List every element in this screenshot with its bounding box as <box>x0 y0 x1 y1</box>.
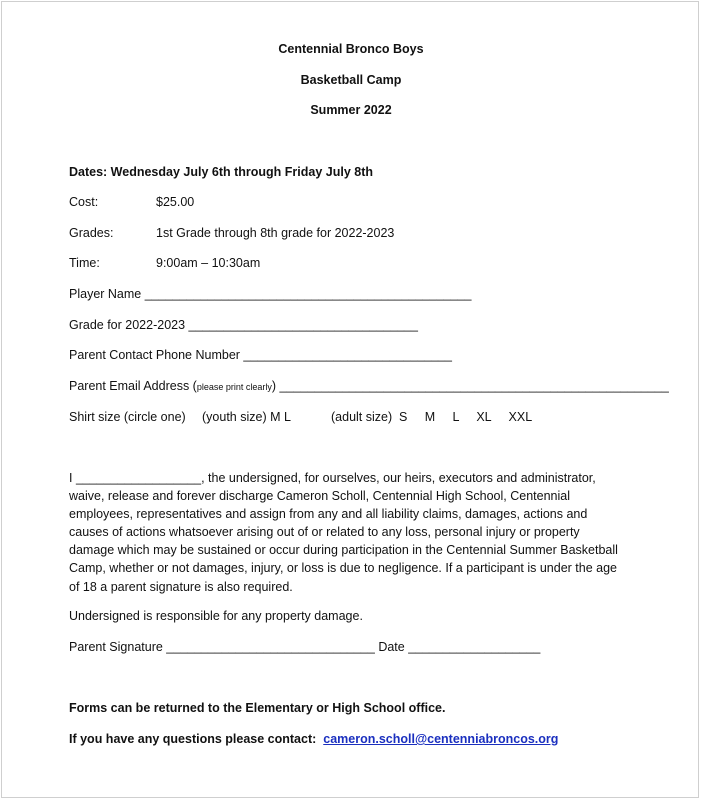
parent-phone-field[interactable]: Parent Contact Phone Number ______________________________ <box>69 348 452 362</box>
contact-email-link[interactable]: cameron.scholl@centenniabroncos.org <box>323 732 559 746</box>
email-note: please print clearly <box>196 382 272 392</box>
shirt-adult-label: (adult size) <box>331 410 393 424</box>
time-label: Time: <box>69 256 100 270</box>
email-label: Parent Email Address ( <box>69 379 197 393</box>
dates-line: Dates: Wednesday July 6th through Friday July 8th <box>69 165 373 179</box>
shirt-youth-sizes[interactable]: (youth size) M L <box>202 410 291 424</box>
grade-field[interactable]: Grade for 2022-2023 _________________________________ <box>69 318 418 332</box>
page-border <box>1 1 699 798</box>
signature-date-line[interactable]: Parent Signature ______________________________ Date ___________________ <box>69 640 541 654</box>
waiver-paragraph: I __________________, the undersigned, for ourselves, our heirs, executors and administrator, waive, release and forever discharge Cameron Scholl, Centennial High School, Centennial employees, representatives and assign from any and all liability claims, damages, actions and causes of actions whatsoever arising out of or related to any loss, personal injury or property damage which may be sustained or occur during participation in the Centennial Summer Basketball Camp, whether or not damages, injury, or loss is due to negligence. If a participant is under the age of 18 a parent signature is also required. <box>69 471 618 594</box>
shirt-adult-sizes[interactable]: S M L XL XXL <box>399 410 533 424</box>
cost-value: $25.00 <box>156 195 195 209</box>
property-damage-note: Undersigned is responsible for any property damage. <box>69 609 363 623</box>
time-value: 9:00am – 10:30am <box>156 256 261 270</box>
grades-label: Grades: <box>69 226 114 240</box>
player-name-field[interactable]: Player Name _______________________________________________ <box>69 287 472 301</box>
title-line-2: Basketball Camp <box>300 73 402 87</box>
return-instructions: Forms can be returned to the Elementary or High School office. <box>69 701 446 715</box>
grades-value: 1st Grade through 8th grade for 2022-2023 <box>156 226 395 240</box>
title-line-3: Summer 2022 <box>310 103 392 117</box>
parent-email-field[interactable] <box>69 379 669 395</box>
contact-line <box>69 732 558 747</box>
cost-label: Cost: <box>69 195 99 209</box>
email-line: ) ________________________________________________________ <box>271 379 669 393</box>
contact-label: If you have any questions please contact: <box>69 732 317 746</box>
title-line-1: Centennial Bronco Boys <box>278 42 424 56</box>
shirt-size-label: Shirt size (circle one) <box>69 410 186 424</box>
